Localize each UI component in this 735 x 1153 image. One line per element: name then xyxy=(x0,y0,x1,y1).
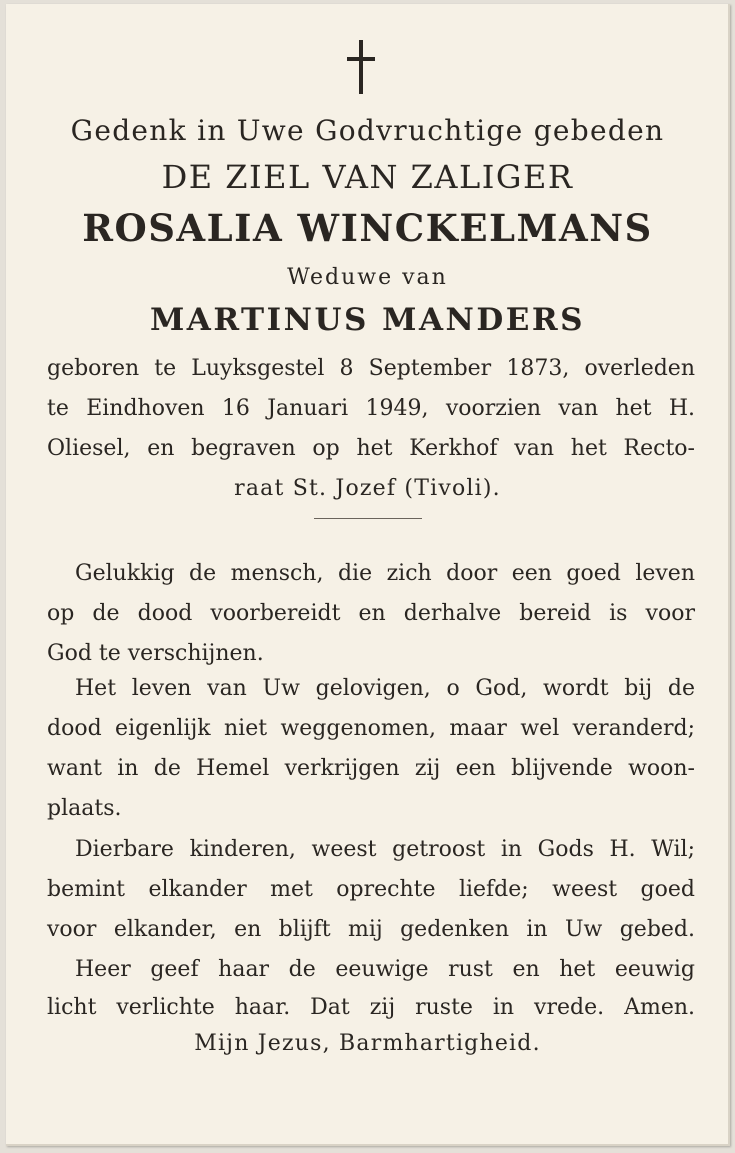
spouse-name: MARTINUS MANDERS xyxy=(149,302,586,338)
deceased-name: ROSALIA WINCKELMANS xyxy=(82,206,653,250)
relation-label: Weduwe van xyxy=(287,265,448,290)
prayer-p3-line-1: Dierbare kinderen, weest getroost in Gods H. Wil; xyxy=(75,837,695,862)
bio-line-4: raat St. Jozef (Tivoli). xyxy=(234,476,501,501)
prayer-p2-line-3: want in de Hemel verkrijgen zij een blijvende woon- xyxy=(47,756,695,781)
prayer-p4-line-1: Heer geef haar de eeuwige rust en het eeuwig xyxy=(75,957,695,982)
prayer-p2-line-2: dood eigenlijk niet weggenomen, maar wel veranderd; xyxy=(47,716,695,741)
closing-invocation: Mijn Jezus, Barmhartigheid. xyxy=(194,1031,541,1056)
soul-heading: DE ZIEL VAN ZALIGER xyxy=(161,158,574,196)
prayer-p4-line-2: licht verlichte haar. Dat zij ruste in vrede. Amen. xyxy=(47,995,695,1020)
prayer-p1-line-1: Gelukkig de mensch, die zich door een goed leven xyxy=(75,561,695,586)
bio-line-2: te Eindhoven 16 Januari 1949, voorzien van het H. xyxy=(47,396,695,421)
prayer-p3-line-2: bemint elkander met oprechte liefde; weest goed xyxy=(47,877,695,902)
divider-line xyxy=(314,518,422,519)
cross-icon xyxy=(346,40,376,96)
bio-line-3: Oliesel, en begraven op het Kerkhof van het Recto- xyxy=(47,436,695,461)
prayer-p2-line-4: plaats. xyxy=(47,796,122,821)
prayer-p1-line-2: op de dood voorbereidt en derhalve bereid is voor xyxy=(47,601,695,626)
prayer-p3-line-3: voor elkander, en blijft mij gedenken in Uw gebed. xyxy=(47,917,695,942)
bio-line-1: geboren te Luyksgestel 8 September 1873, overleden xyxy=(47,356,695,381)
prayer-p1-line-3: God te verschijnen. xyxy=(47,641,264,666)
prayer-p2-line-1: Het leven van Uw gelovigen, o God, wordt bij de xyxy=(75,676,695,701)
remembrance-heading: Gedenk in Uwe Godvruchtige gebeden xyxy=(70,114,665,147)
